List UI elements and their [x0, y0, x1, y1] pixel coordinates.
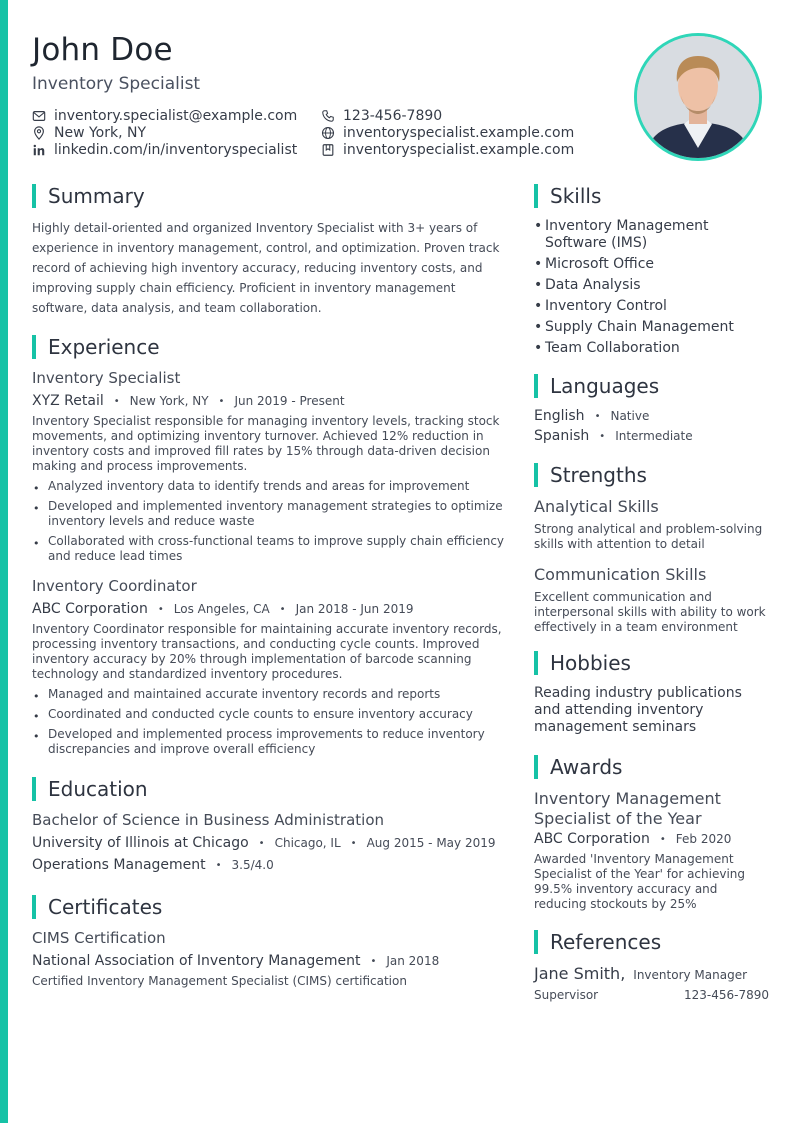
skills-heading	[534, 184, 769, 208]
contact-location-text: New York, NY	[54, 125, 147, 141]
reference-item	[534, 964, 769, 1002]
list-item: • Microsoft Office	[534, 256, 769, 273]
strength-description: Strong analytical and problem-solving skills with attention to detail	[534, 522, 763, 551]
candidate-title: Inventory Specialist	[32, 74, 201, 94]
language-name: Spanish	[534, 428, 590, 444]
job-location: New York, NY	[129, 394, 209, 408]
list-item: • Data Analysis	[534, 277, 769, 294]
list-item: • Inventory Management Software (IMS)	[534, 218, 769, 252]
experience-heading	[32, 335, 512, 359]
certificates-heading	[32, 895, 512, 919]
strength-item	[534, 497, 769, 552]
contact-email[interactable]	[32, 108, 297, 124]
heading-accent	[534, 463, 538, 487]
job-dates: Jun 2019 - Present	[234, 394, 345, 408]
award-title: Inventory Management Specialist of the Year	[534, 789, 721, 828]
languages-heading-text: Languages	[550, 374, 660, 398]
reference-role: Supervisor	[534, 988, 599, 1002]
award-org: ABC Corporation	[534, 831, 650, 847]
award-description: Awarded 'Inventory Management Specialist of the Year' for achieving 99.5% inventory accuracy and reducing stockouts by 25%	[534, 852, 745, 911]
language-level: Native	[610, 409, 650, 423]
profile-photo	[634, 33, 762, 161]
education-major-row: Operations Management • 3.5/4.0	[32, 857, 274, 873]
heading-accent	[534, 651, 538, 675]
summary-heading-text: Summary	[48, 184, 145, 208]
job-title: Inventory Specialist	[32, 369, 181, 387]
globe-icon	[321, 126, 335, 140]
languages-heading	[534, 374, 769, 398]
education-heading-text: Education	[48, 777, 148, 801]
contact-portfolio[interactable]	[321, 142, 574, 158]
job-title: Inventory Coordinator	[32, 577, 197, 595]
strength-item	[534, 565, 769, 635]
contact-phone[interactable]	[321, 108, 442, 124]
heading-accent	[32, 895, 36, 919]
reference-details	[534, 988, 769, 1002]
heading-accent	[534, 184, 538, 208]
language-row: English • Native	[534, 408, 650, 424]
certificate-item	[32, 929, 512, 989]
contact-website-text: inventoryspecialist.example.com	[343, 125, 575, 141]
phone-icon	[321, 109, 335, 123]
major: Operations Management	[32, 857, 206, 873]
reference-name: Jane Smith,	[534, 964, 626, 983]
contact-linkedin[interactable]	[32, 142, 297, 158]
strength-title: Communication Skills	[534, 565, 707, 584]
hobby-text: Reading industry publications and attending inventory management seminars	[534, 685, 742, 735]
experience-heading-text: Experience	[48, 335, 160, 359]
job-company: ABC Corporation	[32, 601, 148, 617]
heading-accent	[32, 184, 36, 208]
job-meta: ABC Corporation • Los Angeles, CA • Jan 2018 - Jun 2019	[32, 601, 414, 617]
contact-phone-text: 123-456-7890	[343, 108, 443, 124]
linkedin-icon	[32, 143, 46, 157]
school: University of Illinois at Chicago	[32, 835, 249, 851]
job-bullets	[32, 687, 512, 757]
location-pin-icon	[32, 126, 46, 140]
list-item: • Supply Chain Management	[534, 319, 769, 336]
hobbies-heading-text: Hobbies	[550, 651, 631, 675]
skills-heading-text: Skills	[550, 184, 602, 208]
education-meta: University of Illinois at Chicago • Chicago, IL • Aug 2015 - May 2019	[32, 835, 496, 851]
school-location: Chicago, IL	[274, 836, 341, 850]
award-meta: ABC Corporation • Feb 2020	[534, 831, 732, 847]
contact-email-text: inventory.specialist@example.com	[54, 108, 298, 124]
contact-location	[32, 125, 146, 141]
strength-title: Analytical Skills	[534, 497, 659, 516]
awards-heading	[534, 755, 769, 779]
resume-header	[32, 30, 592, 158]
education-dates: Aug 2015 - May 2019	[366, 836, 496, 850]
experience-item	[32, 369, 512, 564]
list-item: • Developed and implemented inventory management strategies to optimize inventory levels and reduce waste	[32, 499, 512, 529]
certificate-description: Certified Inventory Management Specialist (CIMS) certification	[32, 974, 407, 988]
reference-header	[534, 964, 769, 983]
list-item: • Collaborated with cross-functional teams to improve supply chain efficiency and reduce lead times	[32, 534, 512, 564]
strength-description: Excellent communication and interpersonal skills with ability to work effectively in a team environment	[534, 590, 766, 634]
certificate-issuer: National Association of Inventory Management	[32, 953, 361, 969]
certificates-heading-text: Certificates	[48, 895, 163, 919]
references-heading-text: References	[550, 930, 662, 954]
certificate-name: CIMS Certification	[32, 929, 166, 947]
accent-bar	[0, 0, 8, 1123]
job-company: XYZ Retail	[32, 393, 104, 409]
heading-accent	[32, 335, 36, 359]
certificate-meta: National Association of Inventory Management • Jan 2018	[32, 953, 440, 969]
heading-accent	[32, 777, 36, 801]
contact-linkedin-text: linkedin.com/in/inventoryspecialist	[54, 142, 298, 158]
skills-list	[534, 218, 769, 357]
candidate-name: John Doe	[32, 32, 173, 68]
references-heading	[534, 930, 769, 954]
job-dates: Jan 2018 - Jun 2019	[295, 602, 414, 616]
job-description: Inventory Coordinator responsible for maintaining accurate inventory records, processing inventory transactions, and conducting cycle counts. Improved inventory accuracy by 20% through implementation of barcode scanning technology and standardized inventory procedures.	[32, 622, 502, 681]
awards-heading-text: Awards	[550, 755, 623, 779]
hobbies-heading	[534, 651, 769, 675]
email-icon	[32, 109, 46, 123]
list-item: • Developed and implemented process improvements to reduce inventory discrepancies and improve overall efficiency	[32, 727, 512, 757]
experience-item	[32, 577, 512, 757]
summary-text: Highly detail-oriented and organized Inventory Specialist with 3+ years of experience in inventory management, control, and optimization. Proven track record of achieving high inventory accuracy, reducing inventory costs, and improving supply chain efficiency. Proficient in inventory management software, data analysis, and team collaboration.	[32, 221, 500, 315]
strengths-heading	[534, 463, 769, 487]
list-item: • Inventory Control	[534, 298, 769, 315]
language-name: English	[534, 408, 585, 424]
gpa: 3.5/4.0	[231, 858, 274, 872]
heading-accent	[534, 930, 538, 954]
summary-heading	[32, 184, 512, 208]
language-level: Intermediate	[615, 429, 693, 443]
language-row: Spanish • Intermediate	[534, 428, 693, 444]
bookmark-icon	[321, 143, 335, 157]
heading-accent	[534, 755, 538, 779]
award-date: Feb 2020	[675, 832, 732, 846]
list-item: • Coordinated and conducted cycle counts to ensure inventory accuracy	[32, 707, 512, 722]
contact-website[interactable]	[321, 125, 574, 141]
heading-accent	[534, 374, 538, 398]
reference-phone[interactable]: 123-456-7890	[683, 988, 769, 1002]
left-column	[32, 184, 512, 989]
list-item: • Analyzed inventory data to identify trends and areas for improvement	[32, 479, 512, 494]
avatar	[637, 36, 759, 158]
right-column	[534, 184, 769, 1002]
job-location: Los Angeles, CA	[173, 602, 270, 616]
job-bullets	[32, 479, 512, 564]
certificate-date: Jan 2018	[386, 954, 440, 968]
list-item: • Managed and maintained accurate inventory records and reports	[32, 687, 512, 702]
education-item	[32, 811, 512, 873]
job-meta: XYZ Retail • New York, NY • Jun 2019 - Present	[32, 393, 345, 409]
strengths-heading-text: Strengths	[550, 463, 647, 487]
job-description: Inventory Specialist responsible for managing inventory levels, tracking stock movements, and optimizing inventory turnover. Achieved 12% reduction in inventory costs and improved fill rates by 15% through data-driven decision making and process improvements.	[32, 414, 500, 473]
education-heading	[32, 777, 512, 801]
award-item	[534, 789, 769, 912]
contact-portfolio-text: inventoryspecialist.example.com	[343, 142, 575, 158]
reference-position: Inventory Manager	[633, 968, 748, 982]
list-item: • Team Collaboration	[534, 340, 769, 357]
degree: Bachelor of Science in Business Administration	[32, 811, 385, 829]
